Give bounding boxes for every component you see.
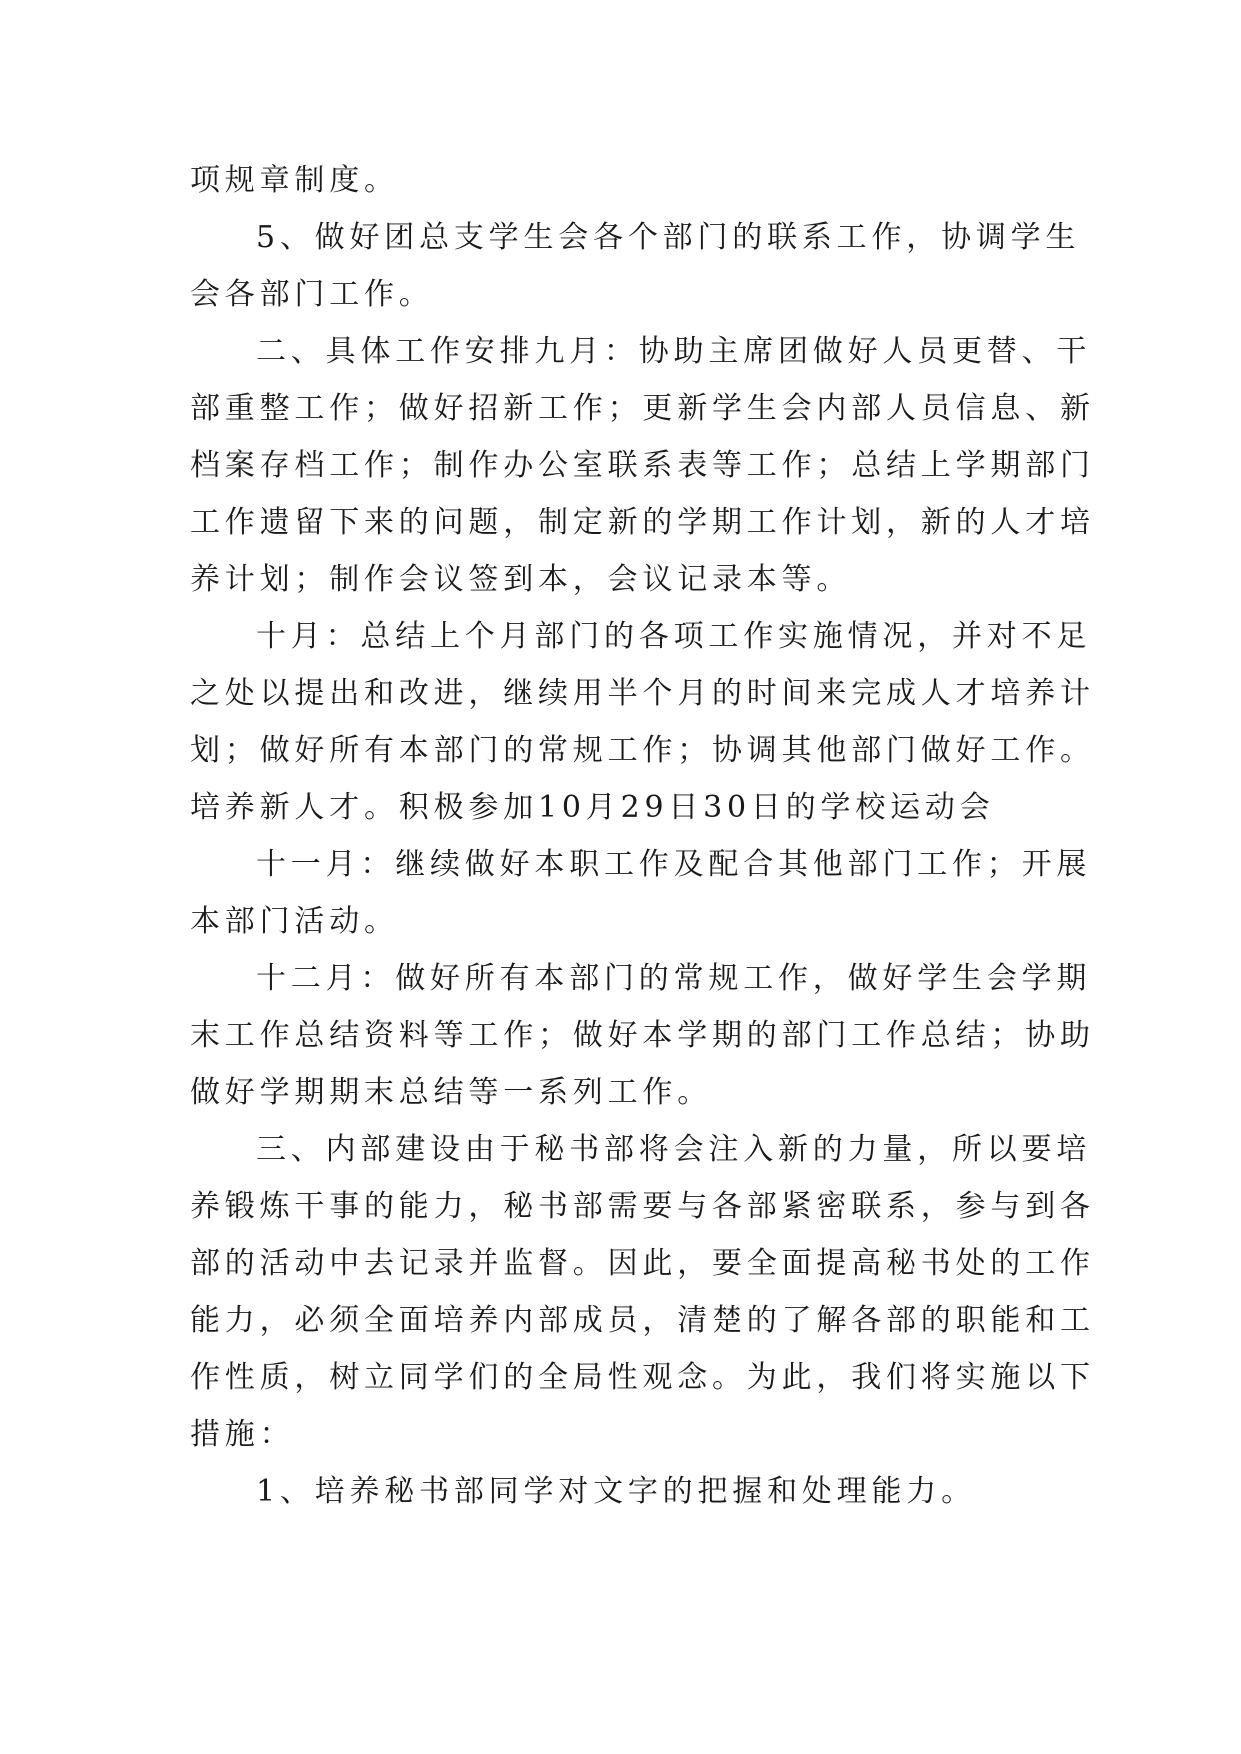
text-line: 5、做好团总支学生会各个部门的联系工作，协调学生 xyxy=(256,220,1081,255)
text-line: 会各部门工作。 xyxy=(190,277,434,312)
text-line: 三、内部建设由于秘书部将会注入新的力量，所以要培 xyxy=(256,1132,1092,1167)
text-line: 培养新人才。积极参加10月29日30日的学校运动会 xyxy=(190,790,995,825)
text-line: 能力，必须全面培养内部成员，清楚的了解各部的职能和工 xyxy=(190,1303,1095,1338)
text-line: 1、培养秘书部同学对文字的把握和处理能力。 xyxy=(256,1474,976,1509)
text-line: 档案存档工作；制作办公室联系表等工作；总结上学期部门 xyxy=(190,448,1095,483)
text-line: 部重整工作；做好招新工作；更新学生会内部人员信息、新 xyxy=(190,391,1095,426)
text-line: 划；做好所有本部门的常规工作；协调其他部门做好工作。 xyxy=(190,733,1095,768)
text-line: 养计划；制作会议签到本，会议记录本等。 xyxy=(190,562,852,597)
text-line: 工作遗留下来的问题，制定新的学期工作计划，新的人才培 xyxy=(190,505,1095,540)
text-line: 做好学期期末总结等一系列工作。 xyxy=(190,1075,712,1110)
text-line: 十二月：做好所有本部门的常规工作，做好学生会学期 xyxy=(256,961,1092,996)
text-line: 养锻炼干事的能力，秘书部需要与各部紧密联系，参与到各 xyxy=(190,1189,1095,1224)
text-line: 二、具体工作安排九月：协助主席团做好人员更替、干 xyxy=(256,334,1092,369)
document-body xyxy=(190,152,1095,1520)
text-line: 十月：总结上个月部门的各项工作实施情况，并对不足 xyxy=(256,619,1092,654)
text-line: 措施： xyxy=(190,1417,295,1452)
text-line: 项规章制度。 xyxy=(190,163,399,198)
text-line: 部的活动中去记录并监督。因此，要全面提高秘书处的工作 xyxy=(190,1246,1095,1281)
text-line: 十一月：继续做好本职工作及配合其他部门工作；开展 xyxy=(256,847,1092,882)
text-line: 作性质，树立同学们的全局性观念。为此，我们将实施以下 xyxy=(190,1360,1095,1395)
text-line: 之处以提出和改进，继续用半个月的时间来完成人才培养计 xyxy=(190,676,1095,711)
text-line: 末工作总结资料等工作；做好本学期的部门工作总结；协助 xyxy=(190,1018,1095,1053)
text-line: 本部门活动。 xyxy=(190,904,399,939)
